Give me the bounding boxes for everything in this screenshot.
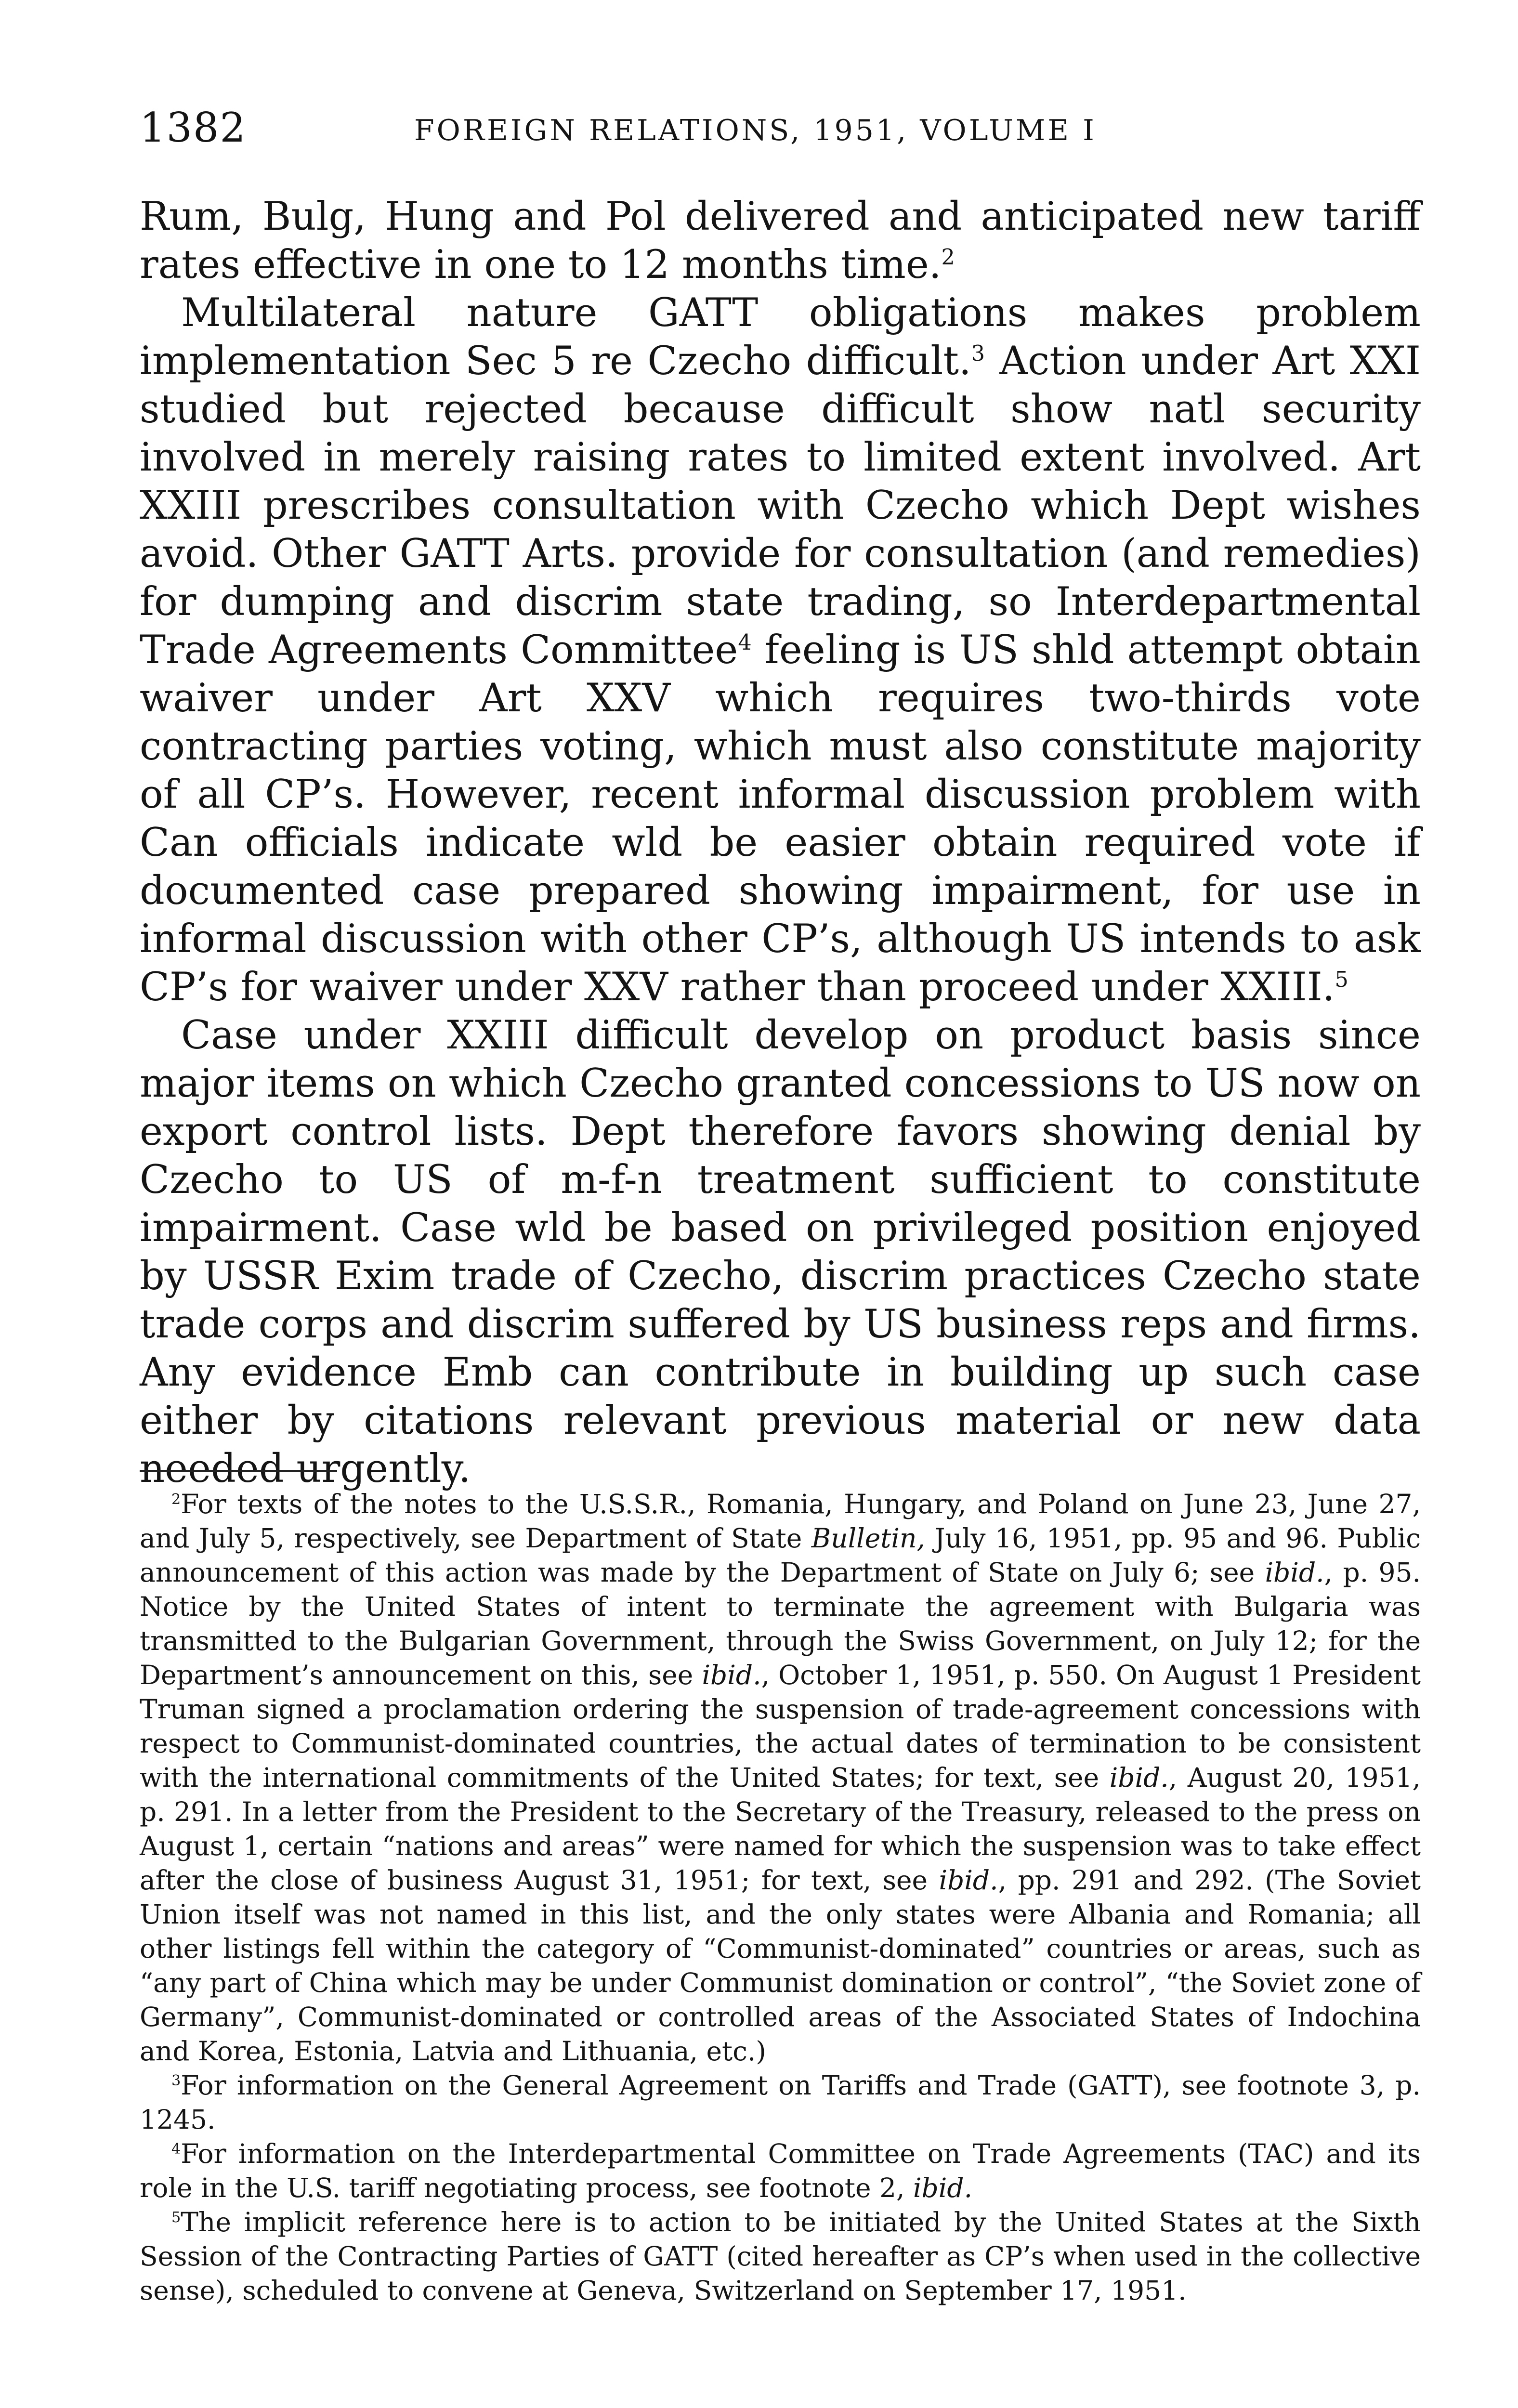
footnote-5-text: The implicit reference here is to action to be initiated by the United States at the Sixth Session of the Contracting Parties of GATT (cited hereafter as CP’s when used in the collective sense), scheduled to convene at Geneva, Switzerland on September 17, 1951. xyxy=(140,2207,1421,2306)
footnote-rule xyxy=(140,1470,337,1472)
paragraph-3: Case under XXIII difficult develop on product basis since major items on which Czecho granted concessions to US now on export control lists. Dept therefore favors showing denial by Czecho to US of m-f-n treatment sufficient to constitute impairment. Case wld be based on privileged position enjoyed by USSR Exim trade of Czecho, discrim practices Czecho state trade corps and discrim suffered by US business reps and firms. Any evidence Emb can contribute in building up such case either by citations relevant previous material or new data needed urgently. xyxy=(140,1013,1421,1492)
paragraph-1 xyxy=(140,193,1421,289)
footnote-ref-3: 3 xyxy=(971,341,985,366)
footnote-ref-2: 2 xyxy=(941,245,955,270)
footnote-ref-4: 4 xyxy=(738,630,752,655)
running-head: FOREIGN RELATIONS, 1951, VOLUME I xyxy=(414,114,1097,147)
paragraph-2-text-a: Multilateral nature GATT obligations makes problem implementation Sec 5 re Czecho difficult. xyxy=(140,290,1421,384)
footnote-2-text-1: For texts of the notes to the U.S.S.R., Romania, Hungary, and Poland on June 23, June 27, and July 5, respectively, see Department of State xyxy=(140,1489,1421,1554)
paragraph-2-text-c: feeling is US shld attempt obtain waiver under Art XXV which requires two-thirds vote contracting parties voting, which must also constitute majority of all CP’s. However, recent informal discussion problem with Can officials indicate wld be easier obtain required vote if documented case prepared showing impairment, for use in informal discussion with other CP’s, although US intends to ask CP’s for waiver under XXV rather than proceed under XXIII. xyxy=(140,628,1421,1010)
page-number: 1382 xyxy=(140,104,247,151)
footnote-2-italic-5: ibid. xyxy=(939,1865,998,1896)
footnote-ref-5: 5 xyxy=(1335,967,1348,992)
footnote-2-text-5: , August 20, 1951, p. 291. In a letter from the President to the Secretary of the Treasury, released to the press on August 1, certain “nations and areas” were named for which the suspension was to take effect after the close of business August 31, 1951; for text, see xyxy=(140,1762,1421,1896)
page-header xyxy=(140,101,1421,159)
footnote-2-text-6: , pp. 291 and 292. (The Soviet Union itself was not named in this list, and the only states were Albania and Romania; all other listings fell within the category of “Communist-dominated” countries or areas, such as “any part of China which may be under Communist domination or control”, “the Soviet zone of Germany”, Communist-dominated or controlled areas of the Associated States of Indochina and Korea, Estonia, Latvia and Lithuania, etc.) xyxy=(140,1865,1421,2067)
footnote-4: $^4$For information on the Interdepartmental Committee on Trade Agreements (TAC) and its role in the U.S. tariff negotiating process, see footnote 2, ibid. xyxy=(140,2138,1421,2203)
footnote-3: $^3$For information on the General Agreement on Tariffs and Trade (GATT), see footnote 3, p. 1245. xyxy=(140,2070,1421,2135)
footnote-2-italic-2: ibid. xyxy=(1265,1557,1324,1588)
footnote-2-text-4: , October 1, 1951, p. 550. On August 1 President Truman signed a proclamation ordering the suspension of trade-agreement concessions with respect to Communist-dominated countries, the actual dates of termination to be consistent with the international commitments of the United States; for text, see xyxy=(140,1660,1421,1793)
footnote-2-text-2: July 16, 1951, pp. 95 and 96. Public announcement of this action was made by the Department of State on July 6; see xyxy=(140,1523,1421,1588)
footnote-2-italic-1: Bulletin, xyxy=(811,1523,925,1554)
footnote-4-italic: ibid. xyxy=(913,2172,973,2203)
footnote-2-italic-4: ibid. xyxy=(1109,1762,1169,1793)
footnote-4-text: For information on the Interdepartmental Committee on Trade Agreements (TAC) and its role in the U.S. tariff negotiating process, see footnote 2, xyxy=(140,2138,1421,2203)
footnote-2-text-3: , p. 95. Notice by the United States of intent to terminate the agreement with Bulgaria was transmitted to the Bulgarian Government, through the Swiss Government, on July 12; for the Department’s announcement on this, see xyxy=(140,1557,1421,1690)
paragraph-2-text-b: Action under Art XXI studied but rejected because difficult show natl security involved in merely raising rates to limited extent involved. Art XXIII prescribes consultation with Czecho which Dept wishes avoid. Other GATT Arts. provide for consultation (and remedies) for dumping and discrim state trading, so Interdepartmental Trade Agreements Committee xyxy=(140,339,1421,673)
paragraph-2 xyxy=(140,289,1421,1011)
footnotes xyxy=(140,1487,1421,2308)
footnote-2-italic-3: ibid. xyxy=(702,1660,761,1690)
paragraph-1-text: Rum, Bulg, Hung and Pol delivered and anticipated new tariff rates effective in one to 12 months time. xyxy=(140,194,1421,288)
footnote-3-text: For information on the General Agreement on Tariffs and Trade (GATT), see footnote 3, p. 1245. xyxy=(140,2070,1421,2135)
footnote-2: $^2$For texts of the notes to the U.S.S.R., Romania, Hungary, and Poland on June 23, June 27, and July 5, respectively, see Department of State Bulletin, July 16, 1951, pp. 95 and 96. Public announcement of this action was made by the Department of State on July 6; see ibid., p. 95. Notice by the United States of intent to terminate the agreement with Bulgaria was transmitted to the Bulgarian Government, through the Swiss Government, on July 12; for the Department’s announcement on this, see ibid., October 1, 1951, p. 550. On August 1 President Truman signed a proclamation ordering the suspension of trade-agreement concessions with respect to Communist-dominated countries, the actual dates of termination to be consistent with the international commitments of the United States; for text, see ibid., August 20, 1951, p. 291. In a letter from the President to the Secretary of the Treasury, released to the press on August 1, certain “nations and areas” were named for which the suspension was to take effect after the close of business August 31, 1951; for text, see ibid., pp. 291 and 292. (The Soviet Union itself was not named in this list, and the only states were Albania and Romania; all other listings fell within the category of “Communist-dominated” countries or areas, such as “any part of China which may be under Communist domination or control”, “the Soviet zone of Germany”, Communist-dominated or controlled areas of the Associated States of Indochina and Korea, Estonia, Latvia and Lithuania, etc.) xyxy=(140,1489,1421,2067)
footnote-5: $^5$The implicit reference here is to action to be initiated by the United States at the Sixth Session of the Contracting Parties of GATT (cited hereafter as CP’s when used in the collective sense), scheduled to convene at Geneva, Switzerland on September 17, 1951. xyxy=(140,2207,1421,2306)
body-text xyxy=(140,193,1421,1493)
